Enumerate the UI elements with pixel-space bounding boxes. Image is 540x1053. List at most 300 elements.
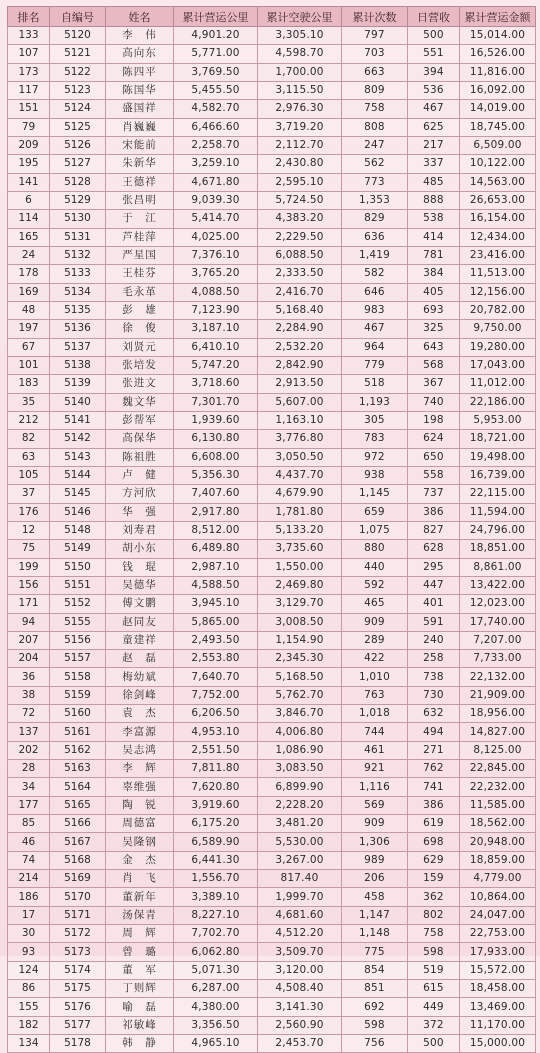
cell-daily-revenue: 762 <box>408 760 460 778</box>
table-header-row <box>8 7 536 27</box>
cell-name: 袁 杰 <box>106 705 174 723</box>
cell-id: 5133 <box>50 265 106 283</box>
cell-id: 5170 <box>50 888 106 906</box>
table-row <box>8 393 536 411</box>
cell-daily-revenue: 740 <box>408 393 460 411</box>
cell-rank: 79 <box>8 118 50 136</box>
table-row <box>8 686 536 704</box>
cell-daily-revenue: 741 <box>408 778 460 796</box>
cell-trip-count: 467 <box>342 320 408 338</box>
cell-operating-km: 3,187.10 <box>174 320 258 338</box>
cell-trip-count: 779 <box>342 356 408 374</box>
table-row <box>8 833 536 851</box>
table-row <box>8 1035 536 1053</box>
cell-empty-km: 1,154.90 <box>258 631 342 649</box>
cell-trip-count: 458 <box>342 888 408 906</box>
cell-daily-revenue: 730 <box>408 686 460 704</box>
cell-daily-revenue: 650 <box>408 448 460 466</box>
cell-operating-km: 9,039.30 <box>174 191 258 209</box>
cell-trip-count: 598 <box>342 1016 408 1034</box>
cell-empty-km: 4,006.80 <box>258 723 342 741</box>
cell-empty-km: 1,781.80 <box>258 503 342 521</box>
cell-trip-count: 1,018 <box>342 705 408 723</box>
cell-total-revenue: 10,864.00 <box>460 888 536 906</box>
cell-empty-km: 2,913.50 <box>258 375 342 393</box>
cell-total-revenue: 11,585.00 <box>460 796 536 814</box>
cell-empty-km: 2,560.90 <box>258 1016 342 1034</box>
cell-id: 5121 <box>50 45 106 63</box>
table-row <box>8 430 536 448</box>
cell-name: 吴德华 <box>106 576 174 594</box>
cell-trip-count: 247 <box>342 136 408 154</box>
cell-name: 童建祥 <box>106 631 174 649</box>
table-row <box>8 246 536 264</box>
cell-rank: 107 <box>8 45 50 63</box>
cell-empty-km: 4,598.70 <box>258 45 342 63</box>
cell-operating-km: 8,512.00 <box>174 521 258 539</box>
cell-trip-count: 808 <box>342 118 408 136</box>
cell-operating-km: 4,953.10 <box>174 723 258 741</box>
cell-empty-km: 3,776.80 <box>258 430 342 448</box>
cell-empty-km: 4,508.40 <box>258 980 342 998</box>
cell-operating-km: 7,620.80 <box>174 778 258 796</box>
cell-operating-km: 7,376.10 <box>174 246 258 264</box>
cell-rank: 117 <box>8 81 50 99</box>
header-total-revenue: 累计营运金额 <box>460 7 536 27</box>
cell-operating-km: 3,389.10 <box>174 888 258 906</box>
header-name: 姓名 <box>106 7 174 27</box>
cell-id: 5157 <box>50 650 106 668</box>
cell-rank: 197 <box>8 320 50 338</box>
cell-id: 5122 <box>50 63 106 81</box>
table-row <box>8 411 536 429</box>
cell-daily-revenue: 494 <box>408 723 460 741</box>
cell-total-revenue: 22,186.00 <box>460 393 536 411</box>
cell-rank: 35 <box>8 393 50 411</box>
cell-name: 高向东 <box>106 45 174 63</box>
cell-name: 吴志鸿 <box>106 741 174 759</box>
cell-operating-km: 7,123.90 <box>174 301 258 319</box>
cell-rank: 36 <box>8 668 50 686</box>
cell-rank: 155 <box>8 998 50 1016</box>
cell-total-revenue: 11,816.00 <box>460 63 536 81</box>
cell-id: 5142 <box>50 430 106 448</box>
cell-name: 彭 雄 <box>106 301 174 319</box>
cell-empty-km: 2,228.20 <box>258 796 342 814</box>
cell-operating-km: 7,702.70 <box>174 925 258 943</box>
cell-trip-count: 1,419 <box>342 246 408 264</box>
cell-rank: 48 <box>8 301 50 319</box>
cell-daily-revenue: 405 <box>408 283 460 301</box>
cell-trip-count: 909 <box>342 815 408 833</box>
table-row <box>8 63 536 81</box>
cell-daily-revenue: 758 <box>408 925 460 943</box>
cell-operating-km: 3,356.50 <box>174 1016 258 1034</box>
cell-operating-km: 7,407.60 <box>174 485 258 503</box>
cell-name: 金 杰 <box>106 851 174 869</box>
cell-rank: 17 <box>8 906 50 924</box>
cell-operating-km: 4,901.20 <box>174 27 258 45</box>
cell-trip-count: 465 <box>342 595 408 613</box>
cell-daily-revenue: 615 <box>408 980 460 998</box>
cell-operating-km: 4,582.70 <box>174 100 258 118</box>
cell-operating-km: 6,589.90 <box>174 833 258 851</box>
cell-daily-revenue: 386 <box>408 796 460 814</box>
cell-daily-revenue: 802 <box>408 906 460 924</box>
cell-empty-km: 2,595.10 <box>258 173 342 191</box>
cell-total-revenue: 21,909.00 <box>460 686 536 704</box>
table-row <box>8 338 536 356</box>
cell-operating-km: 3,259.10 <box>174 155 258 173</box>
cell-total-revenue: 18,859.00 <box>460 851 536 869</box>
cell-trip-count: 964 <box>342 338 408 356</box>
cell-daily-revenue: 159 <box>408 870 460 888</box>
cell-name: 陈祖胜 <box>106 448 174 466</box>
cell-empty-km: 2,842.90 <box>258 356 342 374</box>
cell-id: 5152 <box>50 595 106 613</box>
cell-trip-count: 744 <box>342 723 408 741</box>
cell-name: 韩 静 <box>106 1035 174 1053</box>
table-row <box>8 356 536 374</box>
cell-operating-km: 2,553.80 <box>174 650 258 668</box>
cell-total-revenue: 14,563.00 <box>460 173 536 191</box>
cell-operating-km: 5,414.70 <box>174 210 258 228</box>
cell-trip-count: 1,010 <box>342 668 408 686</box>
cell-total-revenue: 15,014.00 <box>460 27 536 45</box>
cell-operating-km: 6,287.00 <box>174 980 258 998</box>
cell-daily-revenue: 519 <box>408 961 460 979</box>
table-row <box>8 943 536 961</box>
cell-trip-count: 1,193 <box>342 393 408 411</box>
table-row <box>8 631 536 649</box>
cell-operating-km: 6,608.00 <box>174 448 258 466</box>
cell-empty-km: 3,115.50 <box>258 81 342 99</box>
cell-trip-count: 582 <box>342 265 408 283</box>
cell-daily-revenue: 628 <box>408 540 460 558</box>
cell-id: 5155 <box>50 613 106 631</box>
cell-rank: 173 <box>8 63 50 81</box>
cell-total-revenue: 11,170.00 <box>460 1016 536 1034</box>
cell-total-revenue: 22,845.00 <box>460 760 536 778</box>
cell-id: 5128 <box>50 173 106 191</box>
cell-trip-count: 289 <box>342 631 408 649</box>
cell-name: 华 强 <box>106 503 174 521</box>
cell-operating-km: 3,945.10 <box>174 595 258 613</box>
cell-rank: 28 <box>8 760 50 778</box>
cell-total-revenue: 23,416.00 <box>460 246 536 264</box>
cell-id: 5158 <box>50 668 106 686</box>
cell-trip-count: 938 <box>342 466 408 484</box>
cell-rank: 38 <box>8 686 50 704</box>
cell-rank: 75 <box>8 540 50 558</box>
cell-id: 5125 <box>50 118 106 136</box>
cell-rank: 37 <box>8 485 50 503</box>
cell-id: 5168 <box>50 851 106 869</box>
table-row <box>8 760 536 778</box>
cell-id: 5159 <box>50 686 106 704</box>
cell-rank: 85 <box>8 815 50 833</box>
cell-total-revenue: 18,956.00 <box>460 705 536 723</box>
cell-trip-count: 592 <box>342 576 408 594</box>
cell-daily-revenue: 598 <box>408 943 460 961</box>
cell-operating-km: 4,965.10 <box>174 1035 258 1053</box>
cell-trip-count: 206 <box>342 870 408 888</box>
cell-daily-revenue: 447 <box>408 576 460 594</box>
cell-id: 5120 <box>50 27 106 45</box>
cell-trip-count: 854 <box>342 961 408 979</box>
cell-empty-km: 3,481.20 <box>258 815 342 833</box>
cell-daily-revenue: 258 <box>408 650 460 668</box>
cell-rank: 178 <box>8 265 50 283</box>
cell-daily-revenue: 551 <box>408 45 460 63</box>
cell-name: 胡小东 <box>106 540 174 558</box>
cell-trip-count: 305 <box>342 411 408 429</box>
cell-total-revenue: 4,779.00 <box>460 870 536 888</box>
cell-id: 5141 <box>50 411 106 429</box>
table-row <box>8 613 536 631</box>
table-row <box>8 741 536 759</box>
cell-empty-km: 3,846.70 <box>258 705 342 723</box>
cell-total-revenue: 7,207.00 <box>460 631 536 649</box>
cell-empty-km: 1,086.90 <box>258 741 342 759</box>
cell-rank: 141 <box>8 173 50 191</box>
cell-empty-km: 4,383.20 <box>258 210 342 228</box>
cell-daily-revenue: 372 <box>408 1016 460 1034</box>
cell-trip-count: 703 <box>342 45 408 63</box>
cell-operating-km: 3,769.50 <box>174 63 258 81</box>
cell-id: 5123 <box>50 81 106 99</box>
cell-rank: 151 <box>8 100 50 118</box>
cell-daily-revenue: 386 <box>408 503 460 521</box>
cell-daily-revenue: 325 <box>408 320 460 338</box>
table-row <box>8 595 536 613</box>
cell-empty-km: 5,168.50 <box>258 668 342 686</box>
cell-name: 周德富 <box>106 815 174 833</box>
cell-empty-km: 2,416.70 <box>258 283 342 301</box>
cell-total-revenue: 15,000.00 <box>460 1035 536 1053</box>
cell-id: 5145 <box>50 485 106 503</box>
cell-total-revenue: 17,740.00 <box>460 613 536 631</box>
header-rank: 排名 <box>8 7 50 27</box>
cell-rank: 67 <box>8 338 50 356</box>
cell-empty-km: 3,305.10 <box>258 27 342 45</box>
cell-total-revenue: 14,019.00 <box>460 100 536 118</box>
cell-id: 5136 <box>50 320 106 338</box>
cell-operating-km: 7,640.70 <box>174 668 258 686</box>
cell-daily-revenue: 467 <box>408 100 460 118</box>
cell-id: 5148 <box>50 521 106 539</box>
cell-daily-revenue: 500 <box>408 1035 460 1053</box>
cell-rank: 186 <box>8 888 50 906</box>
cell-empty-km: 3,120.00 <box>258 961 342 979</box>
cell-rank: 177 <box>8 796 50 814</box>
cell-empty-km: 6,088.50 <box>258 246 342 264</box>
cell-id: 5164 <box>50 778 106 796</box>
cell-empty-km: 2,112.70 <box>258 136 342 154</box>
cell-total-revenue: 5,953.00 <box>460 411 536 429</box>
cell-name: 毛永革 <box>106 283 174 301</box>
cell-daily-revenue: 625 <box>408 118 460 136</box>
cell-daily-revenue: 827 <box>408 521 460 539</box>
cell-trip-count: 1,147 <box>342 906 408 924</box>
cell-rank: 165 <box>8 228 50 246</box>
cell-trip-count: 440 <box>342 558 408 576</box>
ranking-table <box>7 6 536 1053</box>
cell-rank: 212 <box>8 411 50 429</box>
cell-daily-revenue: 500 <box>408 27 460 45</box>
cell-daily-revenue: 619 <box>408 815 460 833</box>
cell-total-revenue: 18,851.00 <box>460 540 536 558</box>
cell-total-revenue: 18,745.00 <box>460 118 536 136</box>
cell-daily-revenue: 888 <box>408 191 460 209</box>
cell-empty-km: 6,899.90 <box>258 778 342 796</box>
cell-trip-count: 763 <box>342 686 408 704</box>
cell-id: 5126 <box>50 136 106 154</box>
table-row <box>8 173 536 191</box>
cell-empty-km: 5,133.20 <box>258 521 342 539</box>
cell-daily-revenue: 240 <box>408 631 460 649</box>
table-body <box>8 27 536 1053</box>
cell-id: 5124 <box>50 100 106 118</box>
table-row <box>8 320 536 338</box>
cell-daily-revenue: 693 <box>408 301 460 319</box>
cell-empty-km: 817.40 <box>258 870 342 888</box>
table-row <box>8 485 536 503</box>
cell-name: 梅幼斌 <box>106 668 174 686</box>
cell-total-revenue: 10,122.00 <box>460 155 536 173</box>
header-operating-km: 累计营运公里 <box>174 7 258 27</box>
cell-operating-km: 1,556.70 <box>174 870 258 888</box>
cell-total-revenue: 13,422.00 <box>460 576 536 594</box>
cell-daily-revenue: 394 <box>408 63 460 81</box>
table-row <box>8 961 536 979</box>
cell-empty-km: 5,724.50 <box>258 191 342 209</box>
cell-total-revenue: 19,280.00 <box>460 338 536 356</box>
cell-name: 张进文 <box>106 375 174 393</box>
cell-name: 董 军 <box>106 961 174 979</box>
cell-name: 陈国华 <box>106 81 174 99</box>
cell-trip-count: 1,116 <box>342 778 408 796</box>
cell-rank: 82 <box>8 430 50 448</box>
cell-total-revenue: 16,526.00 <box>460 45 536 63</box>
cell-name: 辜维强 <box>106 778 174 796</box>
cell-id: 5171 <box>50 906 106 924</box>
table-row <box>8 1016 536 1034</box>
cell-empty-km: 2,469.80 <box>258 576 342 594</box>
table-row <box>8 521 536 539</box>
table-row <box>8 27 536 45</box>
cell-trip-count: 1,148 <box>342 925 408 943</box>
cell-rank: 204 <box>8 650 50 668</box>
cell-daily-revenue: 738 <box>408 668 460 686</box>
cell-operating-km: 6,206.50 <box>174 705 258 723</box>
cell-empty-km: 2,345.30 <box>258 650 342 668</box>
cell-empty-km: 3,083.50 <box>258 760 342 778</box>
cell-id: 5146 <box>50 503 106 521</box>
cell-rank: 114 <box>8 210 50 228</box>
cell-name: 肖巍巍 <box>106 118 174 136</box>
cell-trip-count: 692 <box>342 998 408 1016</box>
table-row <box>8 888 536 906</box>
cell-rank: 46 <box>8 833 50 851</box>
cell-id: 5144 <box>50 466 106 484</box>
cell-daily-revenue: 737 <box>408 485 460 503</box>
cell-trip-count: 989 <box>342 851 408 869</box>
cell-id: 5143 <box>50 448 106 466</box>
cell-empty-km: 1,550.00 <box>258 558 342 576</box>
cell-operating-km: 1,939.60 <box>174 411 258 429</box>
cell-empty-km: 5,168.40 <box>258 301 342 319</box>
cell-rank: 133 <box>8 27 50 45</box>
cell-empty-km: 4,681.60 <box>258 906 342 924</box>
cell-name: 王桂芬 <box>106 265 174 283</box>
cell-name: 吴隆钢 <box>106 833 174 851</box>
cell-id: 5163 <box>50 760 106 778</box>
cell-name: 喻 磊 <box>106 998 174 1016</box>
cell-total-revenue: 13,469.00 <box>460 998 536 1016</box>
cell-name: 李富源 <box>106 723 174 741</box>
cell-daily-revenue: 538 <box>408 210 460 228</box>
cell-total-revenue: 18,562.00 <box>460 815 536 833</box>
cell-total-revenue: 12,434.00 <box>460 228 536 246</box>
cell-trip-count: 569 <box>342 796 408 814</box>
table-row <box>8 375 536 393</box>
cell-total-revenue: 12,023.00 <box>460 595 536 613</box>
header-id: 自编号 <box>50 7 106 27</box>
cell-name: 李 辉 <box>106 760 174 778</box>
cell-trip-count: 775 <box>342 943 408 961</box>
cell-trip-count: 1,145 <box>342 485 408 503</box>
cell-id: 5173 <box>50 943 106 961</box>
cell-name: 芦桂萍 <box>106 228 174 246</box>
cell-id: 5140 <box>50 393 106 411</box>
cell-name: 方河欣 <box>106 485 174 503</box>
cell-operating-km: 3,919.60 <box>174 796 258 814</box>
cell-total-revenue: 11,594.00 <box>460 503 536 521</box>
table-row <box>8 118 536 136</box>
cell-empty-km: 1,999.70 <box>258 888 342 906</box>
cell-rank: 137 <box>8 723 50 741</box>
table-row <box>8 301 536 319</box>
cell-operating-km: 6,130.80 <box>174 430 258 448</box>
cell-rank: 124 <box>8 961 50 979</box>
cell-trip-count: 758 <box>342 100 408 118</box>
cell-empty-km: 4,679.90 <box>258 485 342 503</box>
cell-name: 陈四平 <box>106 63 174 81</box>
cell-total-revenue: 22,753.00 <box>460 925 536 943</box>
cell-operating-km: 6,489.80 <box>174 540 258 558</box>
cell-trip-count: 663 <box>342 63 408 81</box>
cell-operating-km: 5,356.30 <box>174 466 258 484</box>
cell-empty-km: 3,267.00 <box>258 851 342 869</box>
cell-operating-km: 8,227.10 <box>174 906 258 924</box>
table-row <box>8 723 536 741</box>
cell-id: 5138 <box>50 356 106 374</box>
cell-trip-count: 783 <box>342 430 408 448</box>
cell-total-revenue: 8,125.00 <box>460 741 536 759</box>
cell-name: 肖 飞 <box>106 870 174 888</box>
cell-total-revenue: 20,782.00 <box>460 301 536 319</box>
cell-trip-count: 1,306 <box>342 833 408 851</box>
cell-name: 卢 健 <box>106 466 174 484</box>
cell-trip-count: 809 <box>342 81 408 99</box>
cell-operating-km: 4,588.50 <box>174 576 258 594</box>
table-row <box>8 668 536 686</box>
cell-rank: 202 <box>8 741 50 759</box>
cell-name: 祁敏峰 <box>106 1016 174 1034</box>
cell-rank: 12 <box>8 521 50 539</box>
cell-daily-revenue: 698 <box>408 833 460 851</box>
